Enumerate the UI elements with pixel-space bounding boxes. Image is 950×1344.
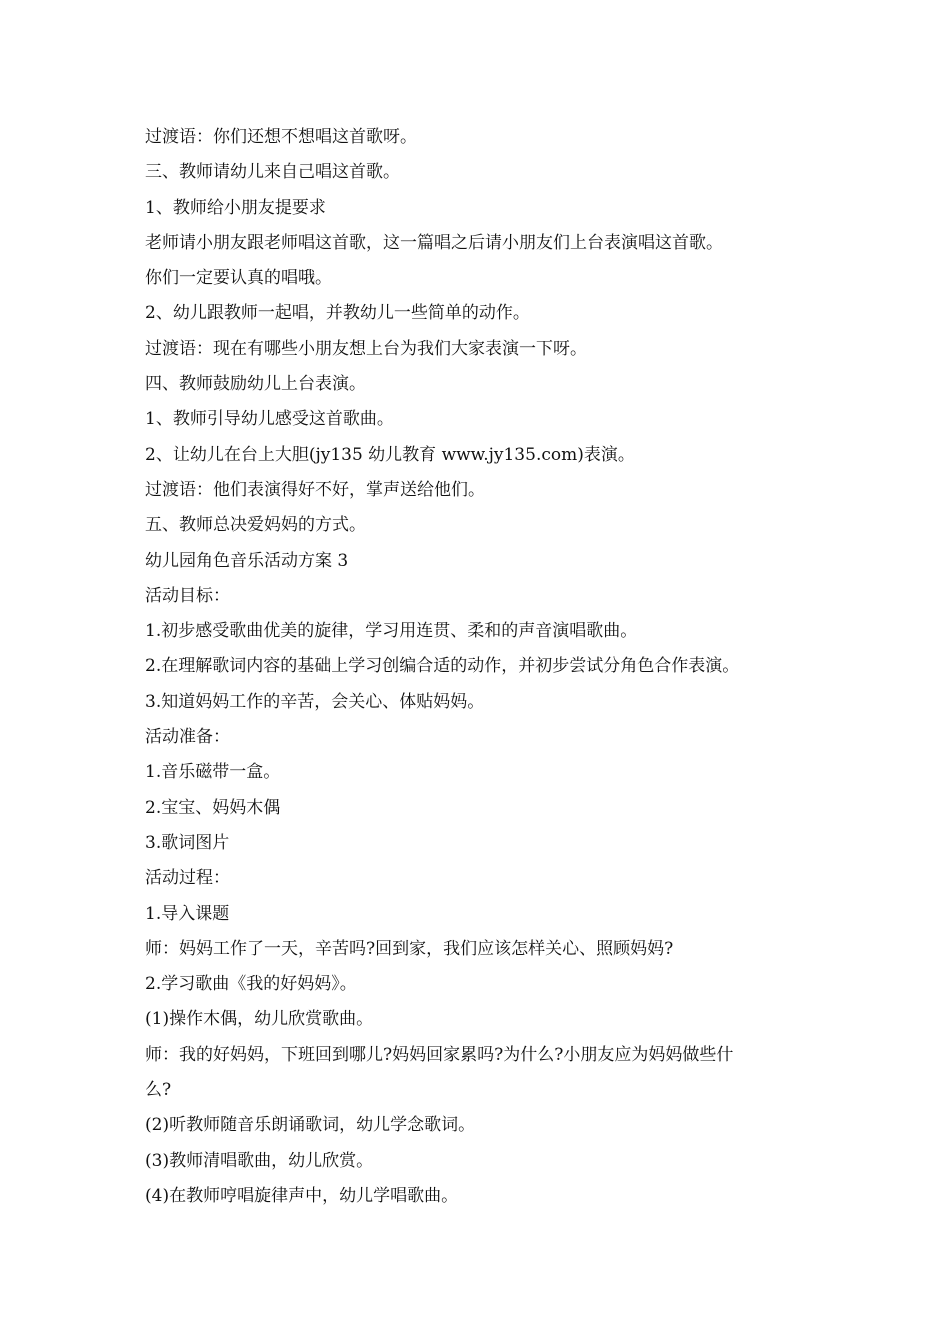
- text-line: 过渡语：他们表演得好不好，掌声送给他们。: [145, 479, 485, 500]
- text-line: 师：我的好妈妈，下班回到哪儿?妈妈回家累吗?为什么?小朋友应为妈妈做些什: [145, 1044, 734, 1065]
- document-body: [145, 120, 815, 1214]
- text-line: 过渡语：你们还想不想唱这首歌呀。: [145, 127, 417, 147]
- text-line: 2、幼儿跟教师一起唱，并教幼儿一些简单的动作。: [145, 303, 530, 324]
- text-line: 3.知道妈妈工作的辛苦，会关心、体贴妈妈。: [145, 691, 485, 712]
- text-line: 四、教师鼓励幼儿上台表演。: [145, 374, 366, 395]
- text-line: 活动目标：: [145, 585, 230, 606]
- text-line: 三、教师请幼儿来自己唱这首歌。: [145, 162, 400, 183]
- text-line: 你们一定要认真的唱哦。: [145, 268, 332, 289]
- text-line: 1.初步感受歌曲优美的旋律，学习用连贯、柔和的声音演唱歌曲。: [145, 621, 638, 642]
- text-line: 1.音乐磁带一盒。: [145, 762, 281, 783]
- text-line: 2.学习歌曲《我的好妈妈》。: [145, 974, 357, 995]
- text-line: 2、让幼儿在台上大胆(jy135 幼儿教育 www.jy135.com)表演。: [145, 444, 635, 465]
- text-line: 2.宝宝、妈妈木偶: [145, 797, 281, 818]
- text-line: 活动准备：: [145, 727, 230, 748]
- text-line: 1、教师引导幼儿感受这首歌曲。: [145, 409, 394, 430]
- text-line: (1)操作木偶，幼儿欣赏歌曲。: [145, 1009, 374, 1030]
- text-line: 1、教师给小朋友提要求: [145, 197, 326, 218]
- text-line: 老师请小朋友跟老师唱这首歌，这一篇唱之后请小朋友们上台表演唱这首歌。: [145, 232, 723, 253]
- text-line: 师：妈妈工作了一天，辛苦吗?回到家，我们应该怎样关心、照顾妈妈?: [145, 938, 674, 959]
- text-line: 1.导入课题: [145, 903, 230, 924]
- text-line: (3)教师清唱歌曲，幼儿欣赏。: [145, 1150, 374, 1171]
- text-line: 2.在理解歌词内容的基础上学习创编合适的动作，并初步尝试分角色合作表演。: [145, 656, 740, 677]
- text-line: (2)听教师随音乐朗诵歌词，幼儿学念歌词。: [145, 1115, 476, 1136]
- text-line: 过渡语：现在有哪些小朋友想上台为我们大家表演一下呀。: [145, 338, 587, 359]
- text-line: 3.歌词图片: [145, 832, 230, 853]
- section-title: 幼儿园角色音乐活动方案 3: [145, 550, 349, 571]
- text-line: (4)在教师哼唱旋律声中，幼儿学唱歌曲。: [145, 1185, 459, 1206]
- text-line: 五、教师总决爱妈妈的方式。: [145, 515, 366, 536]
- text-line: 活动过程：: [145, 868, 230, 889]
- text-line: 么?: [145, 1080, 172, 1101]
